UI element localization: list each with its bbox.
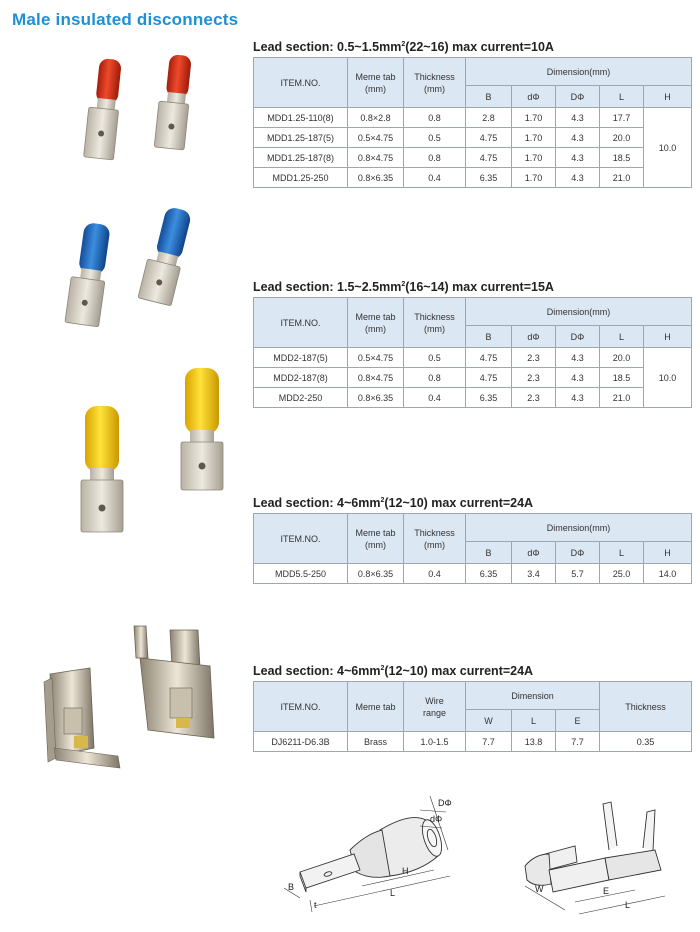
thickness: 0.8 bbox=[404, 148, 466, 168]
spec-table bbox=[253, 57, 692, 188]
dim-l: 25.0 bbox=[600, 564, 644, 584]
blue-terminal-photo bbox=[55, 198, 215, 328]
section-4 bbox=[253, 660, 691, 752]
dim-b: 2.8 bbox=[466, 108, 512, 128]
spec-table bbox=[253, 513, 692, 584]
col-dphi-big-header: DΦ bbox=[556, 542, 600, 564]
thickness: 0.8 bbox=[404, 108, 466, 128]
page-title: Male insulated disconnects bbox=[12, 10, 239, 29]
col-l-header: L bbox=[600, 542, 644, 564]
thickness: 0.4 bbox=[404, 168, 466, 188]
item-no-header: ITEM.NO. bbox=[254, 514, 348, 564]
dimension-header: Dimension(mm) bbox=[466, 514, 692, 542]
dim-e: 7.7 bbox=[556, 732, 600, 752]
label-l: L bbox=[625, 900, 631, 910]
item-no: MDD2-187(5) bbox=[254, 348, 348, 368]
section-3 bbox=[253, 492, 691, 584]
brass-terminal-left bbox=[44, 668, 120, 768]
thickness: 0.35 bbox=[600, 732, 692, 752]
item-no-header: ITEM.NO. bbox=[254, 58, 348, 108]
label-small-d: dΦ bbox=[430, 814, 443, 824]
dim-h: 10.0 bbox=[644, 348, 692, 408]
meme-tab: 0.8×6.35 bbox=[348, 388, 404, 408]
item-no-header: ITEM.NO. bbox=[254, 682, 348, 732]
label-big-d: DΦ bbox=[438, 798, 452, 808]
male-terminal-dimension-diagram bbox=[270, 790, 490, 925]
dim-dphi-big: 4.3 bbox=[556, 148, 600, 168]
dim-l: 13.8 bbox=[512, 732, 556, 752]
label-e: E bbox=[603, 886, 610, 896]
dimension-header: Dimension bbox=[466, 682, 600, 710]
col-e-header: E bbox=[556, 710, 600, 732]
section-heading: Lead section: $0.5\sim 1.5mm^2(22\sim 16)$ max current=10A bbox=[253, 40, 554, 55]
label-b: B bbox=[288, 882, 295, 892]
col-h-header: H bbox=[644, 86, 692, 108]
dim-dphi-big: 4.3 bbox=[556, 388, 600, 408]
col-b-header: B bbox=[466, 542, 512, 564]
col-l-header: L bbox=[512, 710, 556, 732]
dim-l: 20.0 bbox=[600, 128, 644, 148]
col-dphi-big-header: DΦ bbox=[556, 86, 600, 108]
dim-b: 4.75 bbox=[466, 368, 512, 388]
col-l-header: L bbox=[600, 326, 644, 348]
item-no: MDD2-250 bbox=[254, 388, 348, 408]
col-dphi-big-header: DΦ bbox=[556, 326, 600, 348]
meme-tab-header: Meme tab (mm) bbox=[348, 514, 404, 564]
thickness-header: Thickness (mm) bbox=[404, 58, 466, 108]
dim-dphi-small: 2.3 bbox=[512, 348, 556, 368]
dimension-header: Dimension(mm) bbox=[466, 298, 692, 326]
thickness: 0.5 bbox=[404, 348, 466, 368]
thickness: 0.4 bbox=[404, 564, 466, 584]
col-dphi-small-header: dΦ bbox=[512, 326, 556, 348]
thickness: 0.4 bbox=[404, 388, 466, 408]
label-l: L bbox=[390, 888, 396, 898]
dim-b: 4.75 bbox=[466, 148, 512, 168]
meme-tab: 0.8×6.35 bbox=[348, 564, 404, 584]
dim-dphi-small: 3.4 bbox=[512, 564, 556, 584]
meme-tab: 0.8×4.75 bbox=[348, 368, 404, 388]
dim-b: 6.35 bbox=[466, 388, 512, 408]
wire-range: 1.0-1.5 bbox=[404, 732, 466, 752]
meme-tab: 0.8×6.35 bbox=[348, 168, 404, 188]
table-row bbox=[254, 108, 692, 128]
meme-tab: 0.5×4.75 bbox=[348, 128, 404, 148]
female-terminal-dimension-diagram bbox=[505, 790, 690, 925]
dim-l: 20.0 bbox=[600, 348, 644, 368]
meme-tab: 0.5×4.75 bbox=[348, 348, 404, 368]
meme-tab: 0.8×2.8 bbox=[348, 108, 404, 128]
wire-range-header: Wire range bbox=[404, 682, 466, 732]
dim-dphi-small: 2.3 bbox=[512, 388, 556, 408]
col-l-header: L bbox=[600, 86, 644, 108]
dim-l: 18.5 bbox=[600, 368, 644, 388]
brass-terminal-photo bbox=[30, 618, 230, 778]
col-h-header: H bbox=[644, 326, 692, 348]
dim-dphi-big: 4.3 bbox=[556, 368, 600, 388]
spec-table bbox=[253, 681, 692, 752]
item-no: MDD1.25-110(8) bbox=[254, 108, 348, 128]
dim-dphi-small: 2.3 bbox=[512, 368, 556, 388]
thickness-header: Thickness (mm) bbox=[404, 298, 466, 348]
item-no: MDD1.25-187(5) bbox=[254, 128, 348, 148]
col-b-header: B bbox=[466, 86, 512, 108]
thickness: 0.5 bbox=[404, 128, 466, 148]
item-no: DJ6211-D6.3B bbox=[254, 732, 348, 752]
item-no: MDD5.5-250 bbox=[254, 564, 348, 584]
dim-dphi-small: 1.70 bbox=[512, 148, 556, 168]
table-row bbox=[254, 368, 692, 388]
dim-b: 6.35 bbox=[466, 564, 512, 584]
meme-tab-header: Meme tab (mm) bbox=[348, 298, 404, 348]
dim-dphi-big: 5.7 bbox=[556, 564, 600, 584]
table-row bbox=[254, 564, 692, 584]
thickness-header: Thickness (mm) bbox=[404, 514, 466, 564]
thickness-header: Thickness bbox=[600, 682, 692, 732]
meme-tab-header: Meme tab (mm) bbox=[348, 58, 404, 108]
dim-l: 18.5 bbox=[600, 148, 644, 168]
spec-table bbox=[253, 297, 692, 408]
meme-tab-header: Meme tab bbox=[348, 682, 404, 732]
dim-w: 7.7 bbox=[466, 732, 512, 752]
dim-h: 10.0 bbox=[644, 108, 692, 188]
dim-dphi-small: 1.70 bbox=[512, 128, 556, 148]
dim-dphi-big: 4.3 bbox=[556, 108, 600, 128]
meme-tab: 0.8×4.75 bbox=[348, 148, 404, 168]
brass-terminal-right bbox=[134, 626, 214, 738]
section-2 bbox=[253, 276, 691, 408]
table-row bbox=[254, 732, 692, 752]
label-t: t bbox=[314, 900, 317, 910]
item-no: MDD1.25-187(8) bbox=[254, 148, 348, 168]
item-no: MDD2-187(8) bbox=[254, 368, 348, 388]
col-w-header: W bbox=[466, 710, 512, 732]
dim-b: 6.35 bbox=[466, 168, 512, 188]
dimension-header: Dimension(mm) bbox=[466, 58, 692, 86]
label-w: W bbox=[535, 884, 544, 894]
dim-dphi-big: 4.3 bbox=[556, 348, 600, 368]
red-terminal-photo bbox=[60, 50, 210, 170]
table-row bbox=[254, 388, 692, 408]
table-row bbox=[254, 168, 692, 188]
table-row bbox=[254, 128, 692, 148]
dim-h: 14.0 bbox=[644, 564, 692, 584]
section-heading: Lead section: $4\sim 6mm^2(12\sim 10)$ max current=24A bbox=[253, 496, 534, 511]
col-h-header: H bbox=[644, 542, 692, 564]
dim-l: 21.0 bbox=[600, 388, 644, 408]
section-heading: Lead section: $1.5\sim 2.5mm^2(16\sim 14)$ max current=15A bbox=[253, 280, 554, 295]
dim-dphi-small: 1.70 bbox=[512, 168, 556, 188]
meme-tab: Brass bbox=[348, 732, 404, 752]
dim-dphi-small: 1.70 bbox=[512, 108, 556, 128]
thickness: 0.8 bbox=[404, 368, 466, 388]
item-no-header: ITEM.NO. bbox=[254, 298, 348, 348]
section-1 bbox=[253, 36, 691, 188]
dim-b: 4.75 bbox=[466, 348, 512, 368]
dim-l: 17.7 bbox=[600, 108, 644, 128]
yellow-terminal-photo bbox=[65, 362, 225, 537]
table-row bbox=[254, 148, 692, 168]
dim-dphi-big: 4.3 bbox=[556, 128, 600, 148]
dim-b: 4.75 bbox=[466, 128, 512, 148]
col-dphi-small-header: dΦ bbox=[512, 86, 556, 108]
label-h: H bbox=[402, 866, 409, 876]
col-b-header: B bbox=[466, 326, 512, 348]
table-row bbox=[254, 348, 692, 368]
col-dphi-small-header: dΦ bbox=[512, 542, 556, 564]
section-heading: Lead section: $4\sim 6mm^2(12\sim 10)$ max current=24A bbox=[253, 664, 534, 679]
dim-dphi-big: 4.3 bbox=[556, 168, 600, 188]
dim-l: 21.0 bbox=[600, 168, 644, 188]
item-no: MDD1.25-250 bbox=[254, 168, 348, 188]
